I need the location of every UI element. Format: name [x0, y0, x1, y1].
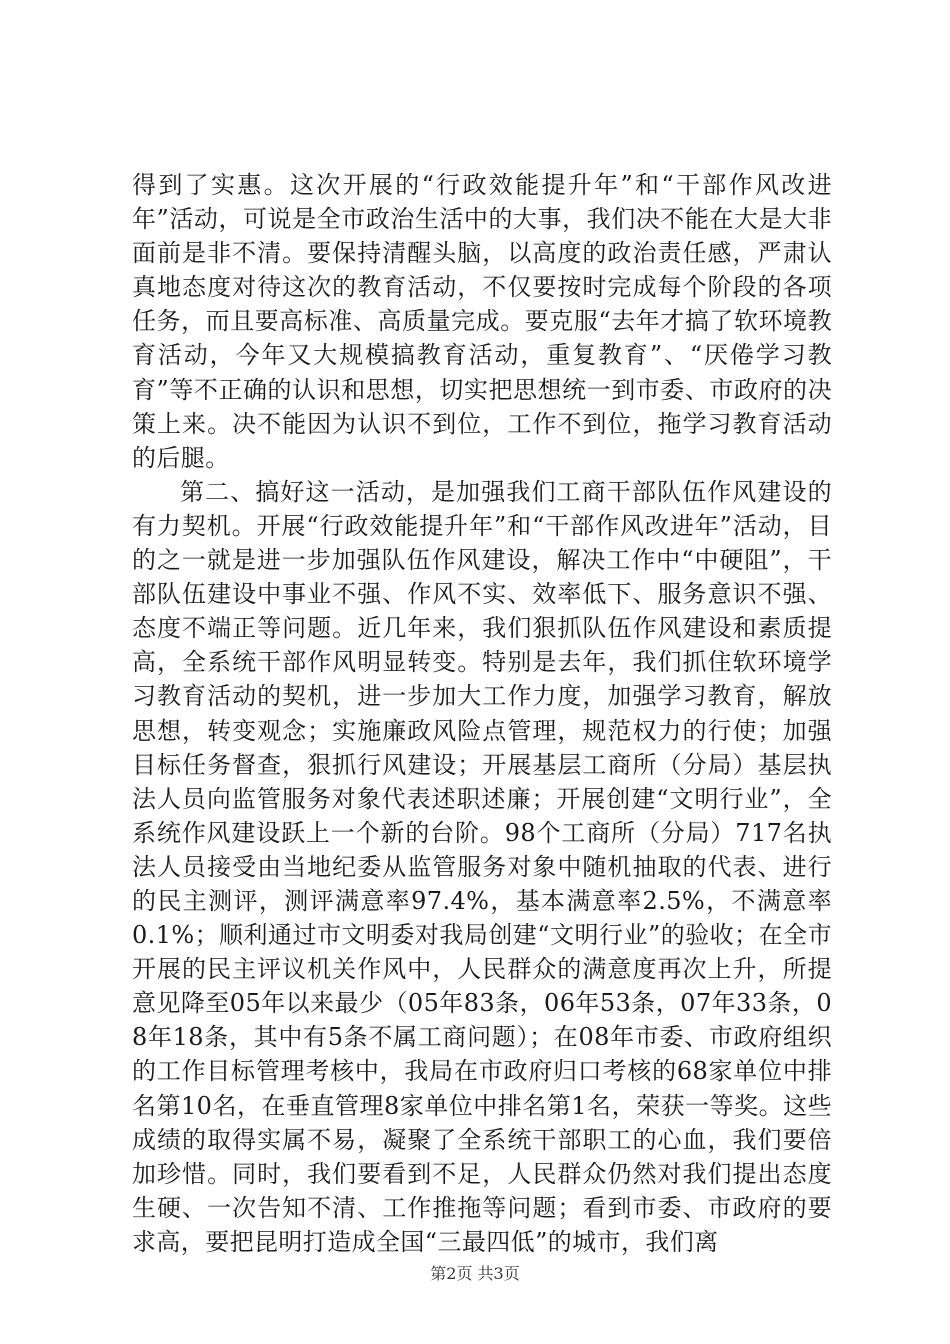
page-number-footer: 第2页 共3页 — [430, 1264, 520, 1283]
document-body — [132, 168, 832, 1259]
paragraph-1: 得到了实惠。这次开展的“行政效能提升年”和“干部作风改进年”活动，可说是全市政治生活中的大事，我们决不能在大是大非面前是非不清。要保持清醒头脑，以高度的政治责任感，严肃认真地态度对待这次的教育活动，不仅要按时完成每个阶段的各项任务，而且要高标准、高质量完成。要克服“去年才搞了软环境教育活动，今年又大规模搞教育活动，重复教育”、“厌倦学习教育”等不正确的认识和思想，切实把思想统一到市委、市政府的决策上来。决不能因为认识不到位，工作不到位，拖学习教育活动的后腿。 — [132, 171, 832, 472]
paragraph-2: 第二、搞好这一活动，是加强我们工商干部队伍作风建设的有力契机。开展“行政效能提升年”和“干部作风改进年”活动，目的之一就是进一步加强队伍作风建设，解决工作中“中硬阻”，干部队伍建设中事业不强、作风不实、效率低下、服务意识不强、态度不端正等问题。近几年来，我们狠抓队伍作风建设和素质提高，全系统干部作风明显转变。特别是去年，我们抓住软环境学习教育活动的契机，进一步加大工作力度，加强学习教育，解放思想，转变观念；实施廉政风险点管理，规范权力的行使；加强目标任务督查，狠抓行风建设；开展基层工商所（分局）基层执法人员向监管服务对象代表述职述廉；开展创建“文明行业”，全系统作风建设跃上一个新的台阶。98个工商所（分局）717名执法人员接受由当地纪委从监管服务对象中随机抽取的代表、进行的民主测评，测评满意率97.4%，基本满意率2.5%，不满意率0.1%；顺利通过市文明委对我局创建“文明行业”的验收；在全市开展的民主评议机关作风中，人民群众的满意度再次上升，所提意见降至05年以来最少（05年83条，06年53条，07年33条，08年18条，其中有5条不属工商问题）；在08年市委、市政府组织的工作目标管理考核中，我局在市政府归口考核的68家单位中排名第10名，在垂直管理8家单位中排名第1名，荣获一等奖。这些成绩的取得实属不易，凝聚了全系统干部职工的心血，我们要倍加珍惜。同时，我们要看到不足，人民群众仍然对我们提出态度生硬、一次告知不清、工作推拖等问题；看到市委、市政府的要求高，要把昆明打造成全国“三最四低”的城市，我们离 — [132, 477, 832, 1256]
